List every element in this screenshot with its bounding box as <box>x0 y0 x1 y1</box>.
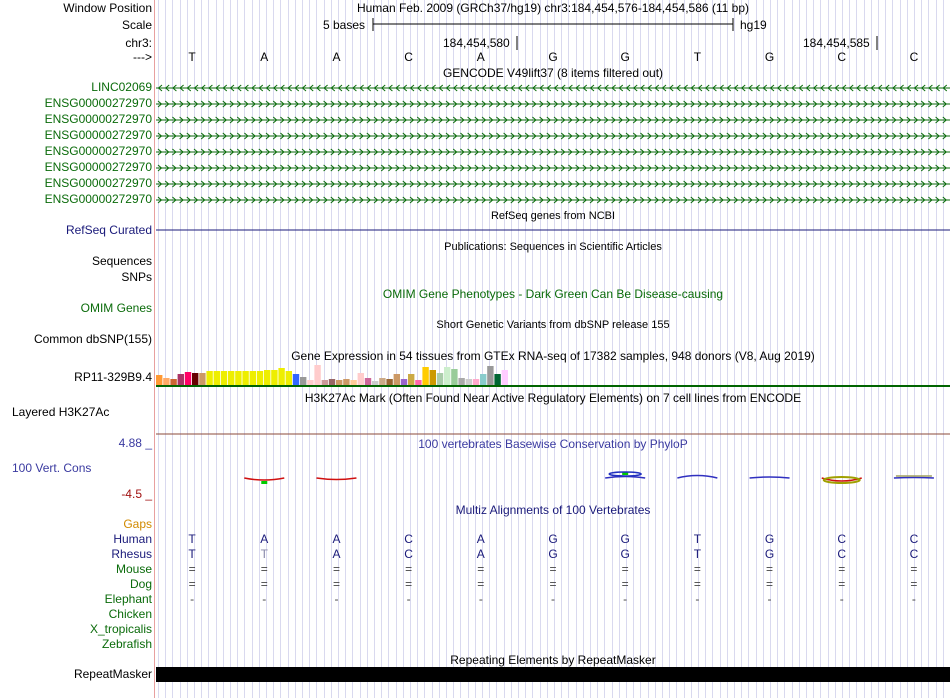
gtex-tissue-bar <box>156 375 162 385</box>
h3k27ac-title: H3K27Ac Mark (Often Found Near Active Regulatory Elements) on 7 cell lines from ENCODE <box>304 391 802 405</box>
gencode-title: GENCODE V49lift37 (8 items filtered out) <box>442 66 664 80</box>
gtex-tissue-bar <box>430 370 436 385</box>
gtex-tissue-bar <box>437 373 443 385</box>
multiz-base: - <box>334 592 339 606</box>
gtex-tissue-bar <box>314 365 320 385</box>
gtex-tissue-bar <box>235 371 241 385</box>
phylop-score-mark <box>894 478 934 479</box>
gtex-title: Gene Expression in 54 tissues from GTEx RNA-seq of 17382 samples, 948 donors (V8, Aug 2019) <box>291 349 815 363</box>
multiz-base: T <box>693 547 702 561</box>
multiz-base: - <box>623 592 628 606</box>
multiz-species-label[interactable]: X_tropicalis <box>89 622 152 636</box>
multiz-base: = <box>549 562 557 576</box>
multiz-species-label[interactable]: Mouse <box>115 562 152 576</box>
multiz-base: T <box>693 532 702 546</box>
chrom-label: chr3: <box>125 36 152 50</box>
gtex-tissue-bar <box>336 380 342 385</box>
gencode-gene-label[interactable]: ENSG00000272970 <box>44 192 152 206</box>
multiz-base: C <box>909 547 919 561</box>
gtex-tissue-bar <box>386 379 392 385</box>
sequence-base: C <box>909 50 919 64</box>
scale-db-text: hg19 <box>740 18 767 32</box>
ruler-coord-1: 184,454,580 <box>443 36 510 50</box>
multiz-title: Multiz Alignments of 100 Vertebrates <box>455 503 651 517</box>
multiz-base: = <box>260 562 268 576</box>
gtex-tissue-bar <box>422 367 428 385</box>
gtex-tissue-bar <box>206 371 212 385</box>
gtex-tissue-bar <box>487 366 493 385</box>
multiz-base: - <box>406 592 411 606</box>
refseq-title: RefSeq genes from NCBI <box>490 210 616 222</box>
phylop-score-mark <box>244 478 284 480</box>
sequence-base: A <box>476 50 485 64</box>
gtex-tissue-bar <box>466 379 472 385</box>
multiz-base: G <box>764 547 775 561</box>
multiz-base: = <box>549 577 557 591</box>
gtex-tissue-bar <box>415 380 421 385</box>
multiz-base: - <box>911 592 916 606</box>
dbsnp-label[interactable]: Common dbSNP(155) <box>33 332 152 346</box>
gtex-tissue-bar <box>444 367 450 385</box>
gencode-gene-label[interactable]: LINC02069 <box>91 80 152 94</box>
multiz-base: = <box>621 562 629 576</box>
gtex-tissue-bar <box>502 370 508 385</box>
gtex-tissue-bar <box>199 373 205 385</box>
multiz-base: = <box>693 577 701 591</box>
multiz-base: = <box>188 562 196 576</box>
gtex-tissue-bar <box>178 374 184 385</box>
gtex-tissue-bar <box>343 379 349 385</box>
phylop-max-label: 4.88 _ <box>118 436 152 450</box>
gencode-gene-label[interactable]: ENSG00000272970 <box>44 160 152 174</box>
gtex-tissue-bar <box>473 379 479 385</box>
multiz-base: = <box>477 577 485 591</box>
gtex-tissue-bar <box>458 378 464 385</box>
phylop-track-label[interactable]: 100 Vert. Cons <box>12 461 92 475</box>
phylop-score-mark <box>750 477 790 478</box>
multiz-base: G <box>764 532 775 546</box>
gtex-tissue-bar <box>365 378 371 385</box>
repeatmasker-bar <box>156 667 950 682</box>
gtex-tissue-bar <box>170 379 176 385</box>
h3k27ac-label[interactable]: Layered H3K27Ac <box>12 405 110 419</box>
multiz-base: C <box>404 532 413 546</box>
multiz-base: C <box>909 532 919 546</box>
gtex-tissue-bar <box>350 380 356 385</box>
gencode-gene-label[interactable]: ENSG00000272970 <box>44 144 152 158</box>
gtex-tissue-bar <box>307 380 313 385</box>
multiz-base: = <box>332 562 340 576</box>
window-position-label: Window Position <box>63 1 152 15</box>
multiz-base: = <box>693 562 701 576</box>
gtex-gene-label[interactable]: RP11-329B9.4 <box>74 370 152 384</box>
gtex-tissue-bar <box>451 369 457 385</box>
omim-genes-label[interactable]: OMIM Genes <box>80 301 152 315</box>
multiz-base: A <box>332 547 341 561</box>
gtex-tissue-bar <box>329 379 335 385</box>
multiz-base: G <box>620 532 630 546</box>
multiz-base: = <box>332 577 340 591</box>
multiz-gaps-label[interactable]: Gaps <box>123 517 152 531</box>
gtex-tissue-bar <box>163 378 169 385</box>
assembly-position-text: Human Feb. 2009 (GRCh37/hg19) chr3:184,454,576-184,454,586 (11 bp) <box>356 1 750 15</box>
gtex-tissue-bar <box>379 378 385 385</box>
multiz-base: = <box>405 562 413 576</box>
multiz-base: = <box>405 577 413 591</box>
gencode-gene-label[interactable]: ENSG00000272970 <box>44 112 152 126</box>
gtex-tissue-bar <box>271 370 277 385</box>
sequence-base: A <box>260 50 269 64</box>
gtex-tissue-bar <box>278 368 284 385</box>
multiz-base: - <box>767 592 772 606</box>
multiz-base: G <box>548 547 558 561</box>
gtex-tissue-bar <box>401 379 407 385</box>
gtex-tissue-bar <box>293 374 299 385</box>
phylop-min-label: -4.5 _ <box>121 487 152 501</box>
gtex-tissue-bar <box>322 380 328 385</box>
multiz-base: = <box>260 577 268 591</box>
multiz-base: T <box>188 532 196 546</box>
publications-snps-label[interactable]: SNPs <box>121 270 152 284</box>
sequence-base: G <box>548 50 558 64</box>
multiz-base: A <box>332 532 341 546</box>
multiz-base: = <box>910 577 918 591</box>
multiz-base: T <box>260 547 268 561</box>
gtex-tissue-bar <box>242 371 248 385</box>
multiz-base: - <box>190 592 195 606</box>
phylop-score-mark <box>316 478 356 480</box>
gtex-tissue-bar <box>264 370 270 385</box>
repeatmasker-title: Repeating Elements by RepeatMasker <box>450 653 656 667</box>
gtex-tissue-bar <box>214 371 220 385</box>
multiz-base: = <box>188 577 196 591</box>
multiz-base: T <box>188 547 196 561</box>
sequence-base: C <box>837 50 847 64</box>
multiz-base: = <box>838 577 846 591</box>
refseq-curated-label[interactable]: RefSeq Curated <box>65 223 152 237</box>
multiz-species-label[interactable]: Dog <box>129 577 152 591</box>
multiz-base: = <box>477 562 485 576</box>
gtex-tissue-bar <box>185 372 191 385</box>
multiz-species-label[interactable]: Chicken <box>108 607 152 621</box>
gtex-tissue-bar <box>494 374 500 385</box>
multiz-species-label[interactable]: Human <box>113 532 152 546</box>
multiz-base: - <box>262 592 267 606</box>
gencode-gene-label[interactable]: ENSG00000272970 <box>44 96 152 110</box>
sequence-base: C <box>404 50 413 64</box>
multiz-base: = <box>621 577 629 591</box>
multiz-base: G <box>548 532 558 546</box>
gtex-tissue-bar <box>286 371 292 385</box>
gtex-tissue-bar <box>394 374 400 385</box>
multiz-base: C <box>837 532 847 546</box>
gtex-tissue-bar <box>372 381 378 385</box>
gtex-tissue-bar <box>221 371 227 385</box>
multiz-species-label[interactable]: Rhesus <box>111 547 152 561</box>
gtex-tissue-bar <box>480 374 486 385</box>
multiz-base: = <box>910 562 918 576</box>
strand-label: ---> <box>133 50 152 64</box>
gtex-tissue-bar <box>192 373 198 385</box>
omim-title: OMIM Gene Phenotypes - Dark Green Can Be Disease-causing <box>382 287 724 301</box>
multiz-base: - <box>478 592 483 606</box>
sequence-base: T <box>188 50 196 64</box>
sequence-base: A <box>332 50 341 64</box>
publications-title: Publications: Sequences in Scientific Articles <box>444 241 662 253</box>
multiz-species-label[interactable]: Elephant <box>104 592 152 606</box>
multiz-base: = <box>766 577 774 591</box>
gtex-tissue-bar <box>300 377 306 385</box>
multiz-base: - <box>839 592 844 606</box>
multiz-base: A <box>476 547 485 561</box>
multiz-base: - <box>551 592 555 606</box>
phylop-score-mark <box>677 476 717 479</box>
gtex-tissue-bar <box>358 373 364 385</box>
sequence-base: G <box>620 50 630 64</box>
multiz-base: - <box>695 592 700 606</box>
multiz-base: C <box>404 547 413 561</box>
gencode-gene-label[interactable]: ENSG00000272970 <box>44 176 152 190</box>
sequence-base: T <box>693 50 702 64</box>
gtex-tissue-bar <box>250 371 256 385</box>
multiz-species-label[interactable]: Zebrafish <box>101 637 152 651</box>
multiz-base: C <box>837 547 847 561</box>
multiz-base: A <box>260 532 269 546</box>
multiz-base: A <box>476 532 485 546</box>
multiz-base: = <box>766 562 774 576</box>
repeatmasker-label[interactable]: RepeatMasker <box>73 667 152 681</box>
dbsnp-title: Short Genetic Variants from dbSNP release 155 <box>436 319 670 331</box>
phylop-title: 100 vertebrates Basewise Conservation by PhyloP <box>418 437 688 451</box>
multiz-base: G <box>620 547 630 561</box>
multiz-base: = <box>838 562 846 576</box>
gencode-gene-label[interactable]: ENSG00000272970 <box>44 128 152 142</box>
gtex-tissue-bar <box>408 374 414 385</box>
gtex-tissue-bar <box>228 371 234 385</box>
phylop-marker <box>261 481 267 484</box>
ruler-coord-2: 184,454,585 <box>803 36 870 50</box>
scale-bases-text: 5 bases <box>323 18 366 32</box>
gtex-tissue-bar <box>257 371 263 385</box>
publications-sequences-label[interactable]: Sequences <box>91 254 152 268</box>
scale-label: Scale <box>121 18 152 32</box>
sequence-base: G <box>764 50 775 64</box>
